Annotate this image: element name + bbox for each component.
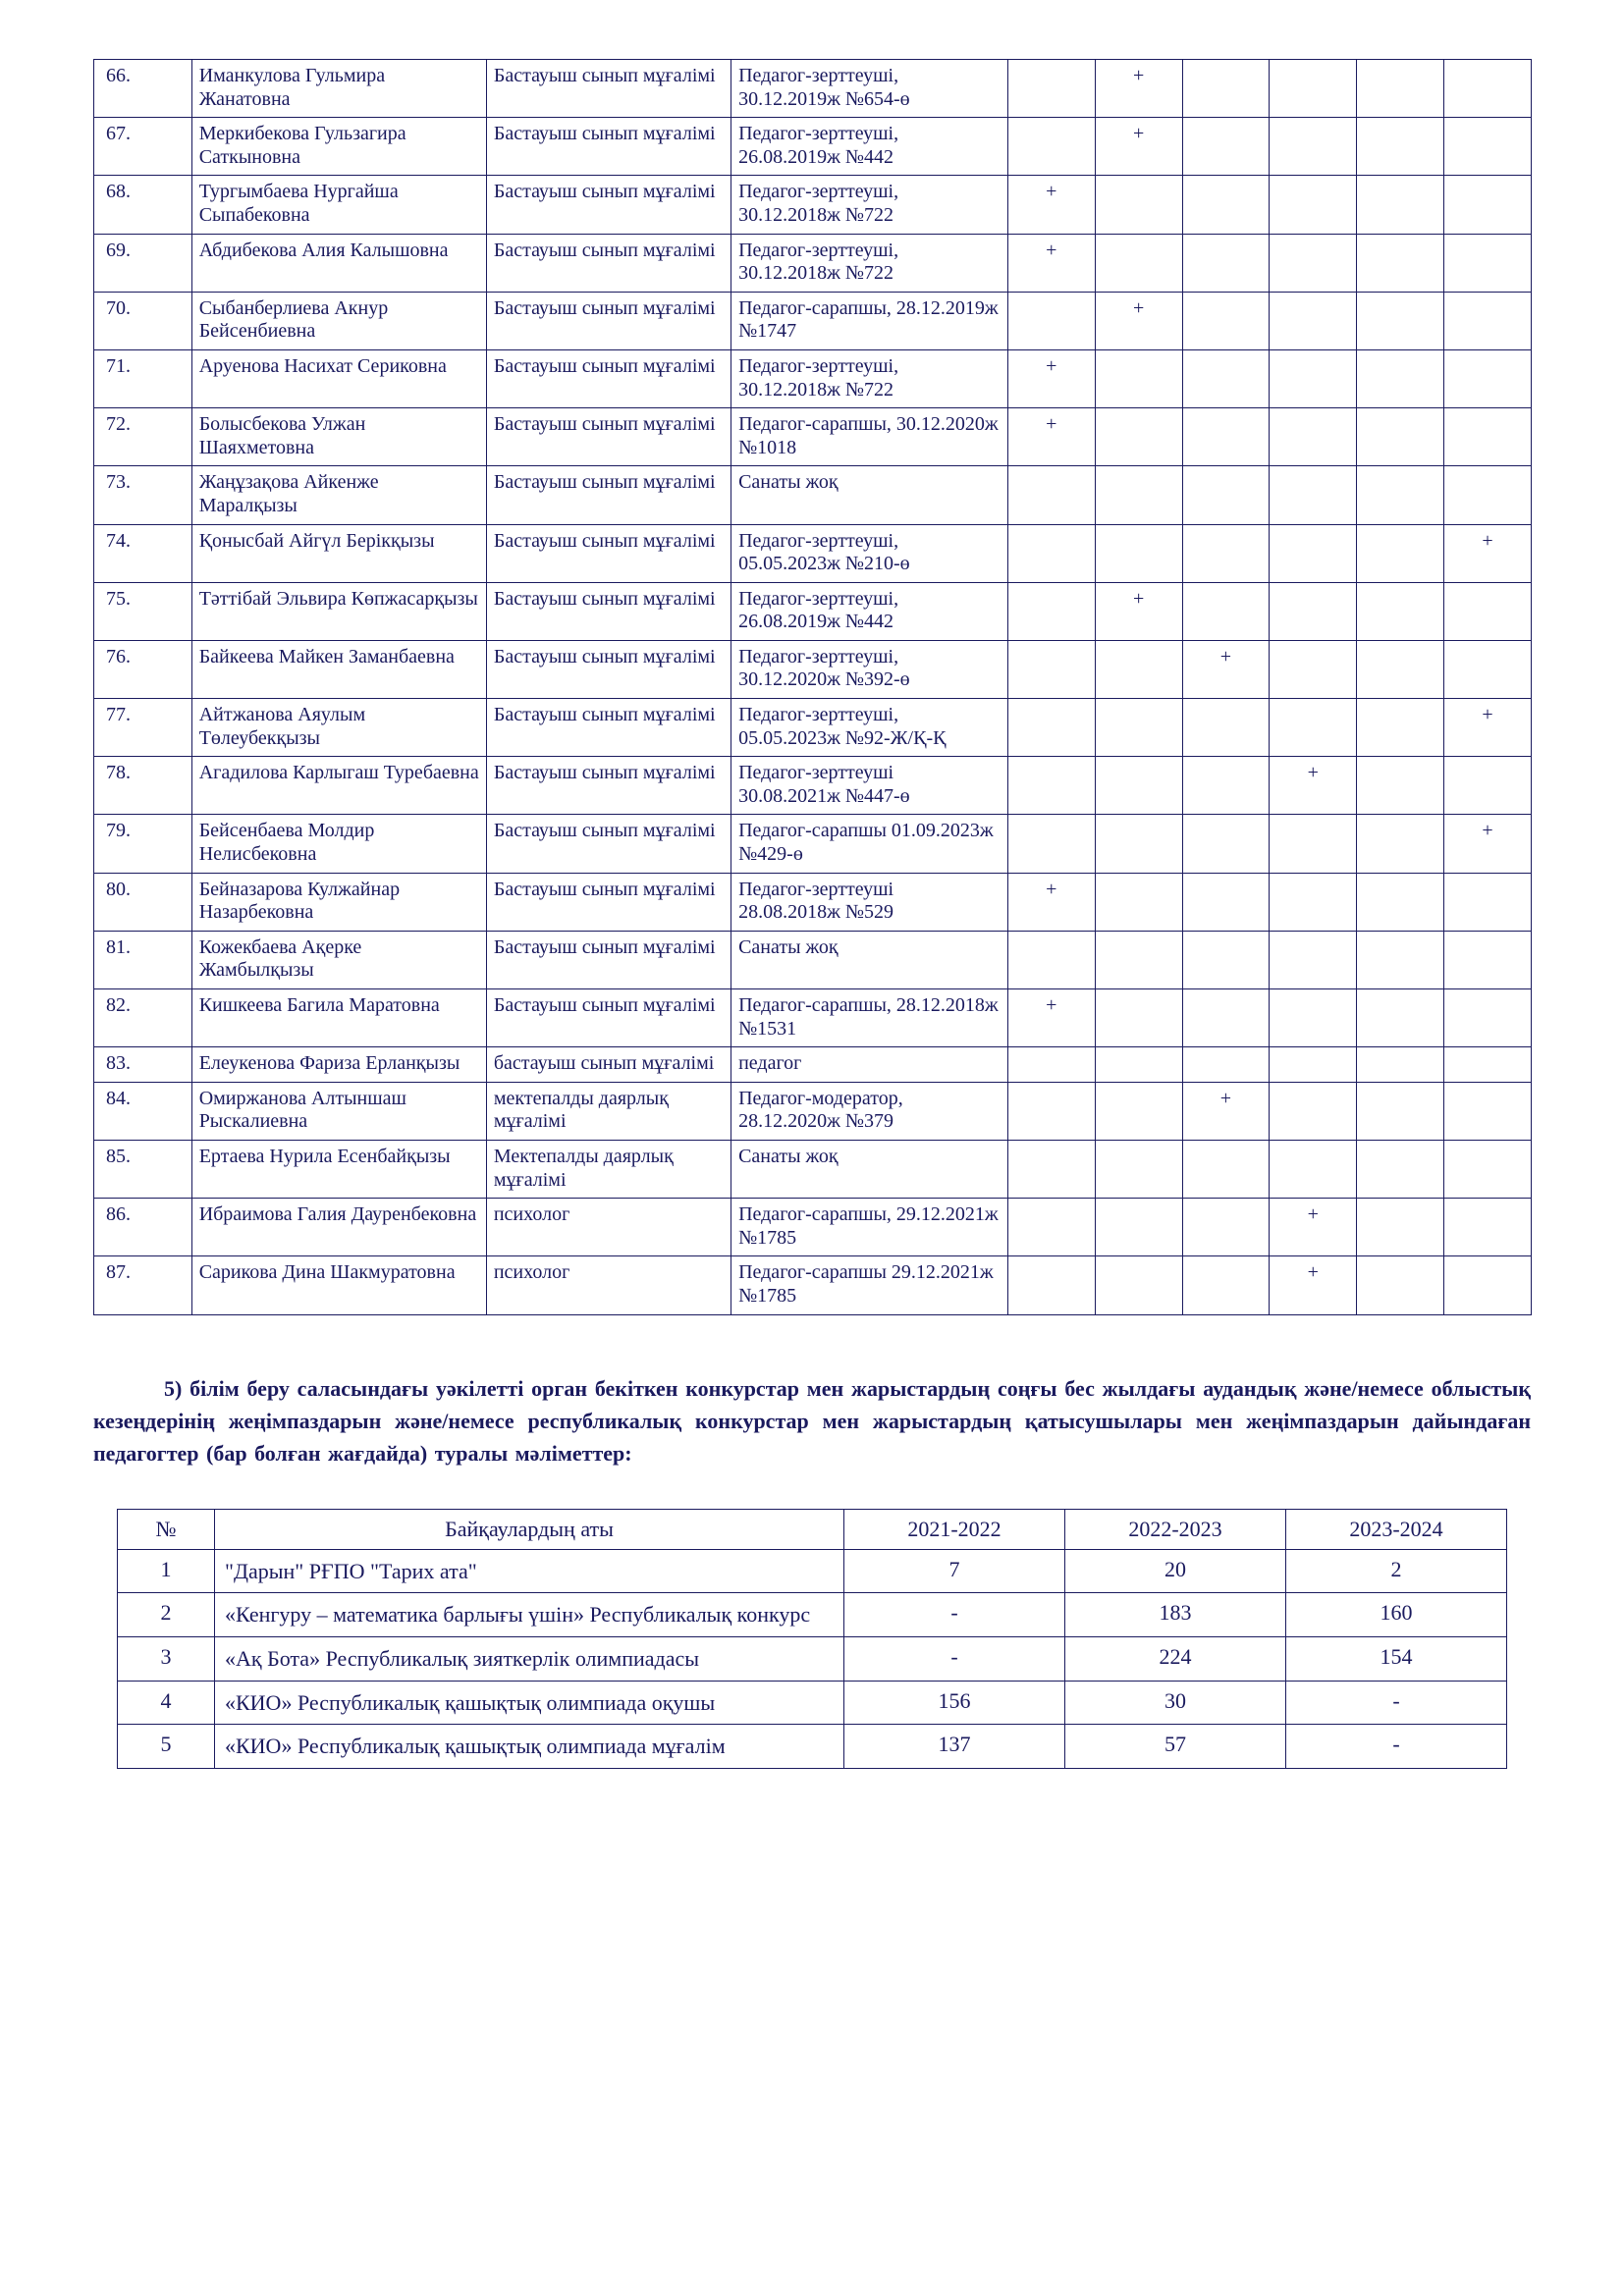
contest-name: «КИО» Республикалық қашықтық олимпиада оқушы [215, 1681, 844, 1725]
row-number: 81. [94, 931, 192, 988]
mark-cell-2 [1095, 931, 1182, 988]
mark-cell-2 [1095, 524, 1182, 582]
section-marker: 5) [164, 1375, 183, 1401]
teacher-position: Бастауыш сынып мұғалімі [486, 873, 731, 931]
table-row [94, 176, 1532, 234]
teacher-category: педагог [731, 1047, 1008, 1083]
mark-cell-3 [1182, 1256, 1270, 1314]
teacher-category: Педагог-сарапшы, 28.12.2018ж №1531 [731, 989, 1008, 1047]
contest-name: "Дарын" РҒПО "Тарих ата" [215, 1549, 844, 1593]
teacher-name: Байкеева Майкен Заманбаевна [191, 640, 486, 698]
mark-cell-4 [1270, 408, 1357, 466]
mark-cell-6 [1444, 640, 1532, 698]
mark-cell-4 [1270, 1047, 1357, 1083]
table-row [94, 931, 1532, 988]
teacher-position: Бастауыш сынып мұғалімі [486, 408, 731, 466]
teacher-category: Педагог-зерттеуші, 30.12.2020ж №392-ө [731, 640, 1008, 698]
contests-table-wrapper [93, 1509, 1531, 1769]
teacher-position: Бастауыш сынып мұғалімі [486, 640, 731, 698]
mark-cell-3 [1182, 176, 1270, 234]
mark-cell-2 [1095, 408, 1182, 466]
teacher-name: Абдибекова Алия Калышовна [191, 234, 486, 292]
teacher-position: психолог [486, 1256, 731, 1314]
mark-cell-6: + [1444, 699, 1532, 757]
mark-cell-3 [1182, 815, 1270, 873]
mark-cell-4 [1270, 699, 1357, 757]
teacher-category: Педагог-зерттеуші 28.08.2018ж №529 [731, 873, 1008, 931]
teacher-category: Педагог-зерттеуші, 30.12.2018ж №722 [731, 234, 1008, 292]
teacher-position: Бастауыш сынып мұғалімі [486, 757, 731, 815]
mark-cell-6 [1444, 1199, 1532, 1256]
teacher-name: Кожекбаева Ақерке Жамбылқызы [191, 931, 486, 988]
teacher-name: Ертаева Нурила Есенбайқызы [191, 1140, 486, 1198]
mark-cell-4: + [1270, 1199, 1357, 1256]
mark-cell-6: + [1444, 815, 1532, 873]
mark-cell-1 [1007, 1256, 1095, 1314]
mark-cell-4 [1270, 524, 1357, 582]
teacher-category: Санаты жоқ [731, 466, 1008, 524]
mark-cell-2 [1095, 1256, 1182, 1314]
contest-row [118, 1593, 1507, 1637]
teacher-category: Педагог-сарапшы, 29.12.2021ж №1785 [731, 1199, 1008, 1256]
table-row [94, 582, 1532, 640]
mark-cell-1 [1007, 1082, 1095, 1140]
mark-cell-1 [1007, 466, 1095, 524]
teacher-position: Бастауыш сынып мұғалімі [486, 118, 731, 176]
teacher-category: Педагог-сарапшы, 28.12.2019ж №1747 [731, 292, 1008, 349]
contest-value-2023-2024: 154 [1286, 1636, 1507, 1681]
row-number: 67. [94, 118, 192, 176]
contests-header-row [118, 1509, 1507, 1549]
contest-value-2022-2023: 224 [1065, 1636, 1286, 1681]
row-number: 75. [94, 582, 192, 640]
mark-cell-2: + [1095, 60, 1182, 118]
mark-cell-2 [1095, 989, 1182, 1047]
table-row [94, 408, 1532, 466]
teacher-category: Педагог-зерттеуші, 30.12.2018ж №722 [731, 176, 1008, 234]
mark-cell-1 [1007, 60, 1095, 118]
mark-cell-3 [1182, 699, 1270, 757]
contest-name: «Ақ Бота» Республикалық зияткерлік олимпиадасы [215, 1636, 844, 1681]
mark-cell-5 [1357, 989, 1444, 1047]
contest-number: 2 [118, 1593, 215, 1637]
mark-cell-2: + [1095, 582, 1182, 640]
mark-cell-3: + [1182, 1082, 1270, 1140]
mark-cell-5 [1357, 292, 1444, 349]
row-number: 72. [94, 408, 192, 466]
contest-value-2021-2022: 137 [844, 1725, 1065, 1769]
mark-cell-2 [1095, 176, 1182, 234]
row-number: 71. [94, 349, 192, 407]
teacher-position: Бастауыш сынып мұғалімі [486, 349, 731, 407]
row-number: 74. [94, 524, 192, 582]
teacher-position: мектепалды даярлық мұғалімі [486, 1082, 731, 1140]
mark-cell-1 [1007, 1199, 1095, 1256]
table-row [94, 466, 1532, 524]
mark-cell-1 [1007, 757, 1095, 815]
mark-cell-5 [1357, 873, 1444, 931]
mark-cell-2 [1095, 466, 1182, 524]
mark-cell-2 [1095, 1047, 1182, 1083]
mark-cell-4 [1270, 989, 1357, 1047]
teacher-category: Педагог-сарапшы 01.09.2023ж №429-ө [731, 815, 1008, 873]
contest-number: 5 [118, 1725, 215, 1769]
table-row [94, 234, 1532, 292]
mark-cell-5 [1357, 234, 1444, 292]
teacher-name: Тәттібай Эльвира Көпжасарқызы [191, 582, 486, 640]
mark-cell-6 [1444, 1082, 1532, 1140]
mark-cell-6 [1444, 234, 1532, 292]
mark-cell-5 [1357, 408, 1444, 466]
mark-cell-6 [1444, 1047, 1532, 1083]
teacher-name: Ибраимова Галия Дауренбековна [191, 1199, 486, 1256]
mark-cell-4 [1270, 1140, 1357, 1198]
contest-row [118, 1681, 1507, 1725]
row-number: 68. [94, 176, 192, 234]
table-row [94, 815, 1532, 873]
row-number: 87. [94, 1256, 192, 1314]
contest-value-2022-2023: 183 [1065, 1593, 1286, 1637]
table-row [94, 60, 1532, 118]
table-row [94, 1047, 1532, 1083]
mark-cell-5 [1357, 524, 1444, 582]
teacher-position: Бастауыш сынып мұғалімі [486, 989, 731, 1047]
mark-cell-3 [1182, 234, 1270, 292]
mark-cell-6 [1444, 989, 1532, 1047]
mark-cell-6 [1444, 176, 1532, 234]
contest-value-2021-2022: 7 [844, 1549, 1065, 1593]
contest-number: 4 [118, 1681, 215, 1725]
mark-cell-1: + [1007, 873, 1095, 931]
contest-value-2022-2023: 57 [1065, 1725, 1286, 1769]
contest-value-2021-2022: - [844, 1636, 1065, 1681]
mark-cell-5 [1357, 1256, 1444, 1314]
mark-cell-1 [1007, 118, 1095, 176]
teacher-position: Бастауыш сынып мұғалімі [486, 176, 731, 234]
contest-value-2022-2023: 20 [1065, 1549, 1286, 1593]
contests-table-head [118, 1509, 1507, 1549]
mark-cell-3 [1182, 349, 1270, 407]
contest-row [118, 1636, 1507, 1681]
teacher-category: Педагог-зерттеуші, 05.05.2023ж №210-ө [731, 524, 1008, 582]
mark-cell-1 [1007, 292, 1095, 349]
teacher-name: Қонысбай Айгүл Берікқызы [191, 524, 486, 582]
section-heading [93, 1372, 1531, 1469]
table-row [94, 640, 1532, 698]
mark-cell-6 [1444, 349, 1532, 407]
mark-cell-1 [1007, 815, 1095, 873]
mark-cell-2 [1095, 1140, 1182, 1198]
row-number: 69. [94, 234, 192, 292]
section-text: білім беру саласындағы уәкілетті орган бекіткен конкурстар мен жарыстардың соңғы бес жылдағы аудандық және/немесе облыстық кезеңдерінің жеңімпаздарын және/немесе республикалық конкурстар мен жарыстардың қатысушылары мен жеңімпаздарын дайындаған педагогтер (бар болған жағдайда) туралы мәліметтер: [93, 1375, 1531, 1466]
contest-number: 1 [118, 1549, 215, 1593]
row-number: 82. [94, 989, 192, 1047]
mark-cell-3 [1182, 292, 1270, 349]
mark-cell-4 [1270, 176, 1357, 234]
mark-cell-5 [1357, 815, 1444, 873]
contest-value-2023-2024: - [1286, 1681, 1507, 1725]
mark-cell-6 [1444, 292, 1532, 349]
table-row [94, 1140, 1532, 1198]
mark-cell-3 [1182, 466, 1270, 524]
teacher-category: Педагог-модератор, 28.12.2020ж №379 [731, 1082, 1008, 1140]
mark-cell-4 [1270, 815, 1357, 873]
mark-cell-5 [1357, 757, 1444, 815]
teacher-position: Бастауыш сынып мұғалімі [486, 699, 731, 757]
teacher-category: Педагог-зерттеуші, 26.08.2019ж №442 [731, 582, 1008, 640]
table-row [94, 989, 1532, 1047]
table-row [94, 873, 1532, 931]
teacher-name: Сарикова Дина Шакмуратовна [191, 1256, 486, 1314]
teacher-category: Педагог-зерттеуші, 30.12.2019ж №654-ө [731, 60, 1008, 118]
mark-cell-3 [1182, 524, 1270, 582]
contest-value-2022-2023: 30 [1065, 1681, 1286, 1725]
row-number: 80. [94, 873, 192, 931]
table-row [94, 524, 1532, 582]
row-number: 66. [94, 60, 192, 118]
teacher-name: Айтжанова Аяулым Төлеубекқызы [191, 699, 486, 757]
teacher-position: Бастауыш сынып мұғалімі [486, 234, 731, 292]
mark-cell-5 [1357, 640, 1444, 698]
mark-cell-1 [1007, 524, 1095, 582]
mark-cell-6 [1444, 1256, 1532, 1314]
mark-cell-2: + [1095, 292, 1182, 349]
teacher-category: Педагог-сарапшы 29.12.2021ж №1785 [731, 1256, 1008, 1314]
teacher-position: Бастауыш сынып мұғалімі [486, 815, 731, 873]
mark-cell-3 [1182, 931, 1270, 988]
contest-value-2023-2024: - [1286, 1725, 1507, 1769]
contest-row [118, 1549, 1507, 1593]
mark-cell-2 [1095, 815, 1182, 873]
contest-value-2023-2024: 2 [1286, 1549, 1507, 1593]
mark-cell-5 [1357, 466, 1444, 524]
mark-cell-2 [1095, 873, 1182, 931]
contests-header-year-2: 2022-2023 [1065, 1509, 1286, 1549]
contest-number: 3 [118, 1636, 215, 1681]
mark-cell-3 [1182, 582, 1270, 640]
teacher-name: Жаңұзақова Айкенже Маралқызы [191, 466, 486, 524]
mark-cell-1 [1007, 640, 1095, 698]
mark-cell-4 [1270, 349, 1357, 407]
mark-cell-3 [1182, 989, 1270, 1047]
mark-cell-4 [1270, 292, 1357, 349]
mark-cell-5 [1357, 931, 1444, 988]
table-row [94, 292, 1532, 349]
mark-cell-1 [1007, 931, 1095, 988]
mark-cell-4 [1270, 582, 1357, 640]
mark-cell-1 [1007, 582, 1095, 640]
mark-cell-3 [1182, 1199, 1270, 1256]
teacher-category: Санаты жоқ [731, 931, 1008, 988]
mark-cell-4: + [1270, 757, 1357, 815]
row-number: 77. [94, 699, 192, 757]
mark-cell-5 [1357, 1199, 1444, 1256]
contest-name: «КИО» Республикалық қашықтық олимпиада мұғалім [215, 1725, 844, 1769]
teacher-name: Елеукенова Фариза Ерланқызы [191, 1047, 486, 1083]
mark-cell-1: + [1007, 234, 1095, 292]
teacher-category: Педагог-зерттеуші, 26.08.2019ж №442 [731, 118, 1008, 176]
teacher-position: Бастауыш сынып мұғалімі [486, 582, 731, 640]
teacher-category: Педагог-зерттеуші, 05.05.2023ж №92-Ж/Қ-Қ [731, 699, 1008, 757]
mark-cell-4 [1270, 931, 1357, 988]
teacher-position: Мектепалды даярлық мұғалімі [486, 1140, 731, 1198]
mark-cell-4 [1270, 60, 1357, 118]
teacher-name: Сыбанберлиева Акнур Бейсенбиевна [191, 292, 486, 349]
teacher-position: бастауыш сынып мұғалімі [486, 1047, 731, 1083]
teacher-category: Санаты жоқ [731, 1140, 1008, 1198]
mark-cell-1: + [1007, 989, 1095, 1047]
mark-cell-6 [1444, 582, 1532, 640]
mark-cell-3 [1182, 1140, 1270, 1198]
row-number: 83. [94, 1047, 192, 1083]
mark-cell-4 [1270, 1082, 1357, 1140]
contests-header-year-1: 2021-2022 [844, 1509, 1065, 1549]
mark-cell-3 [1182, 118, 1270, 176]
mark-cell-6 [1444, 931, 1532, 988]
row-number: 84. [94, 1082, 192, 1140]
table-row [94, 699, 1532, 757]
mark-cell-2 [1095, 234, 1182, 292]
contests-table [117, 1509, 1507, 1769]
contest-row [118, 1725, 1507, 1769]
mark-cell-5 [1357, 1047, 1444, 1083]
mark-cell-5 [1357, 1082, 1444, 1140]
teacher-position: Бастауыш сынып мұғалімі [486, 931, 731, 988]
teacher-category: Педагог-зерттеуші, 30.12.2018ж №722 [731, 349, 1008, 407]
teacher-name: Иманкулова Гульмира Жанатовна [191, 60, 486, 118]
teacher-name: Меркибекова Гульзагира Саткыновна [191, 118, 486, 176]
contest-name: «Кенгуру – математика барлығы үшін» Республикалық конкурс [215, 1593, 844, 1637]
teacher-category: Педагог-сарапшы, 30.12.2020ж №1018 [731, 408, 1008, 466]
mark-cell-1: + [1007, 349, 1095, 407]
mark-cell-2 [1095, 757, 1182, 815]
contests-header-year-3: 2023-2024 [1286, 1509, 1507, 1549]
row-number: 73. [94, 466, 192, 524]
mark-cell-6 [1444, 466, 1532, 524]
mark-cell-2 [1095, 349, 1182, 407]
mark-cell-4 [1270, 466, 1357, 524]
mark-cell-6: + [1444, 524, 1532, 582]
mark-cell-6 [1444, 1140, 1532, 1198]
table-row [94, 118, 1532, 176]
mark-cell-1 [1007, 699, 1095, 757]
mark-cell-2 [1095, 1082, 1182, 1140]
mark-cell-3 [1182, 873, 1270, 931]
mark-cell-6 [1444, 873, 1532, 931]
mark-cell-5 [1357, 118, 1444, 176]
mark-cell-6 [1444, 408, 1532, 466]
teacher-name: Агадилова Карлыгаш Туребаевна [191, 757, 486, 815]
contests-header-name: Байқаулардың аты [215, 1509, 844, 1549]
teacher-name: Аруенова Насихат Сериковна [191, 349, 486, 407]
teacher-category: Педагог-зерттеуші 30.08.2021ж №447-ө [731, 757, 1008, 815]
teacher-position: Бастауыш сынып мұғалімі [486, 466, 731, 524]
mark-cell-1 [1007, 1140, 1095, 1198]
contests-header-num: № [118, 1509, 215, 1549]
row-number: 79. [94, 815, 192, 873]
mark-cell-5 [1357, 176, 1444, 234]
mark-cell-1 [1007, 1047, 1095, 1083]
mark-cell-6 [1444, 60, 1532, 118]
mark-cell-6 [1444, 757, 1532, 815]
mark-cell-5 [1357, 582, 1444, 640]
mark-cell-5 [1357, 1140, 1444, 1198]
mark-cell-3 [1182, 757, 1270, 815]
staff-table-body [94, 60, 1532, 1315]
table-row [94, 1256, 1532, 1314]
mark-cell-4: + [1270, 1256, 1357, 1314]
row-number: 86. [94, 1199, 192, 1256]
teacher-name: Тургымбаева Нургайша Сыпабековна [191, 176, 486, 234]
mark-cell-2 [1095, 699, 1182, 757]
mark-cell-3 [1182, 408, 1270, 466]
mark-cell-2 [1095, 1199, 1182, 1256]
mark-cell-3 [1182, 1047, 1270, 1083]
mark-cell-3: + [1182, 640, 1270, 698]
mark-cell-5 [1357, 349, 1444, 407]
mark-cell-4 [1270, 118, 1357, 176]
mark-cell-1: + [1007, 176, 1095, 234]
teacher-position: психолог [486, 1199, 731, 1256]
row-number: 70. [94, 292, 192, 349]
contest-value-2021-2022: - [844, 1593, 1065, 1637]
table-row [94, 1199, 1532, 1256]
teacher-name: Кишкеева Багила Маратовна [191, 989, 486, 1047]
mark-cell-6 [1444, 118, 1532, 176]
contests-table-body [118, 1549, 1507, 1768]
mark-cell-4 [1270, 640, 1357, 698]
mark-cell-1: + [1007, 408, 1095, 466]
row-number: 76. [94, 640, 192, 698]
contest-value-2021-2022: 156 [844, 1681, 1065, 1725]
table-row [94, 757, 1532, 815]
teacher-position: Бастауыш сынып мұғалімі [486, 60, 731, 118]
contest-value-2023-2024: 160 [1286, 1593, 1507, 1637]
mark-cell-4 [1270, 234, 1357, 292]
mark-cell-3 [1182, 60, 1270, 118]
teacher-name: Омиржанова Алтыншаш Рыскалиевна [191, 1082, 486, 1140]
mark-cell-4 [1270, 873, 1357, 931]
table-row [94, 349, 1532, 407]
mark-cell-2: + [1095, 118, 1182, 176]
mark-cell-5 [1357, 60, 1444, 118]
teacher-name: Бейназарова Кулжайнар Назарбековна [191, 873, 486, 931]
table-row [94, 1082, 1532, 1140]
mark-cell-5 [1357, 699, 1444, 757]
teacher-name: Болысбекова Улжан Шаяхметовна [191, 408, 486, 466]
row-number: 85. [94, 1140, 192, 1198]
row-number: 78. [94, 757, 192, 815]
mark-cell-2 [1095, 640, 1182, 698]
teacher-position: Бастауыш сынып мұғалімі [486, 524, 731, 582]
teacher-position: Бастауыш сынып мұғалімі [486, 292, 731, 349]
staff-table [93, 59, 1532, 1315]
teacher-name: Бейсенбаева Молдир Нелисбековна [191, 815, 486, 873]
